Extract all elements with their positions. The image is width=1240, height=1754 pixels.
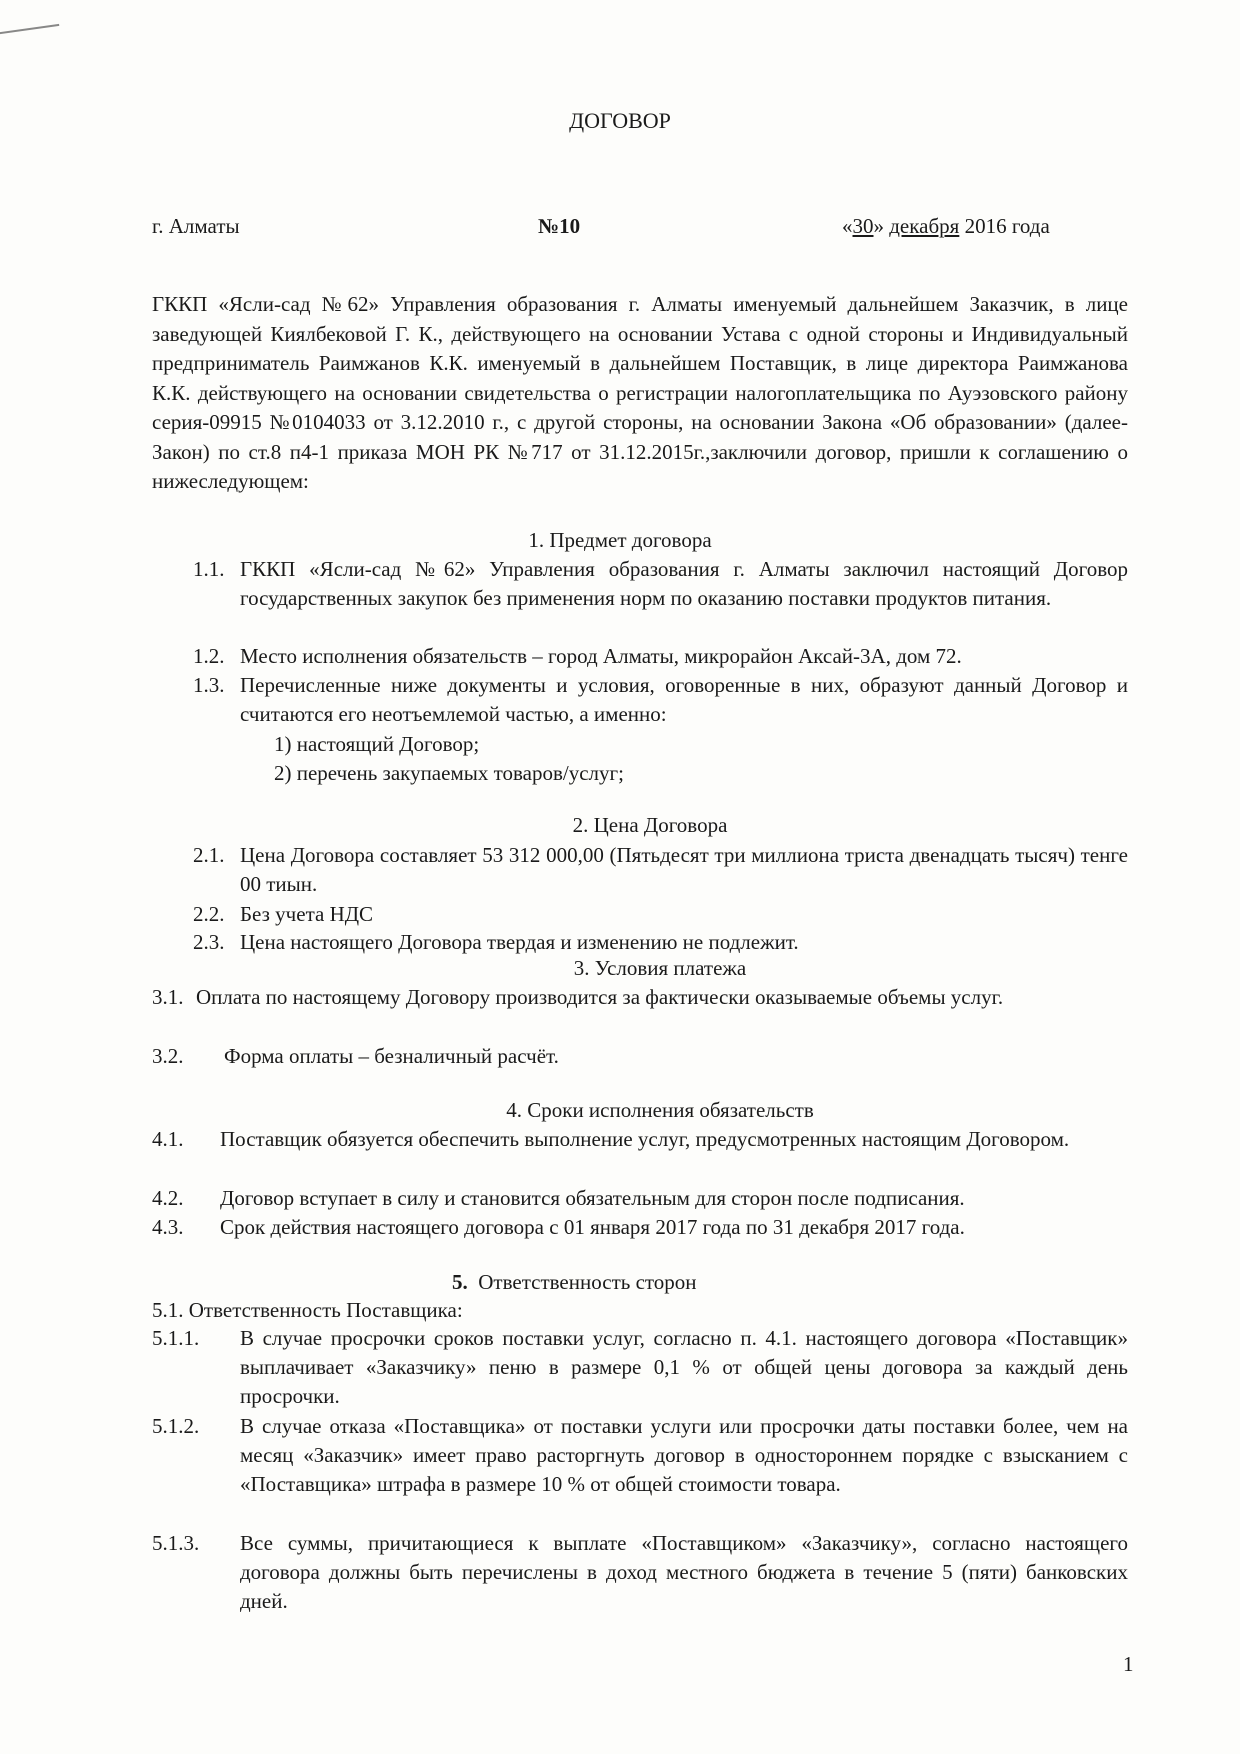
- document-title: ДОГОВОР: [569, 108, 671, 133]
- clause-2-1-number: 2.1.: [193, 843, 225, 867]
- clause-3-1: Оплата по настоящему Договору производится за фактически оказываемые объемы услуг.: [196, 985, 1004, 1009]
- clause-4-1-number: 4.1.: [152, 1127, 184, 1151]
- clause-1-3-number: 1.3.: [193, 673, 225, 697]
- clause-1-2: Место исполнения обязательств – город Алматы, микрорайон Аксай-3А, дом 72.: [240, 644, 962, 668]
- clause-1-3-item-1: 1) настоящий Договор;: [274, 732, 480, 756]
- section-2-title: 2. Цена Договора: [572, 813, 728, 837]
- clause-3-1-number: 3.1.: [152, 985, 184, 1009]
- page-number: 1: [1123, 1652, 1134, 1676]
- section-5-title: 5. Ответственность сторон: [452, 1270, 697, 1294]
- clause-5-1-3: Все суммы, причитающиеся к выплате «Поставщиком» «Заказчику», согласно настоящего договора должны быть перечислены в доход местного бюджета в течение 5 (пяти) банковских дней.: [240, 1531, 1128, 1613]
- clause-2-1: Цена Договора составляет 53 312 000,00 (Пятьдесят три миллиона триста двенадцать тысяч) тенге 00 тиын.: [240, 843, 1128, 896]
- city: г. Алматы: [152, 214, 240, 238]
- clause-1-1-number: 1.1.: [193, 557, 225, 581]
- clause-2-2-number: 2.2.: [193, 902, 225, 926]
- clause-2-3-number: 2.3.: [193, 930, 225, 954]
- clause-4-1: Поставщик обязуется обеспечить выполнение услуг, предусмотренных настоящим Договором.: [220, 1127, 1070, 1151]
- clause-3-2-number: 3.2.: [152, 1044, 184, 1068]
- clause-5-1-3-number: 5.1.3.: [152, 1531, 200, 1555]
- section-1-title: 1. Предмет договора: [528, 528, 712, 552]
- clause-4-3: Срок действия настоящего договора с 01 января 2017 года по 31 декабря 2017 года.: [220, 1215, 965, 1239]
- clause-5-1-1-number: 5.1.1.: [152, 1326, 200, 1350]
- preamble: ГККП «Ясли-сад №62» Управления образования г. Алматы именуемый дальнейшем Заказчик, в лице заведующей Киялбековой Г. К., действующего на основании Устава с одной стороны и Индивидуальный предприниматель Раимжанов К.К. именуемый в дальнейшем Поставщик, в лице директора Раимжанова К.К. действующего на основании свидетельства о регистрации налогоплательщика по Ауэзовского району серия-09915 №0104033 от 3.12.2010 г., с другой стороны, на основании Закона «Об образовании» (далее-Закон) по ст.8 п4-1 приказа МОН РК №717 от 31.12.2015г.,заключили договор, пришли к соглашению о нижеследующем:: [152, 292, 1128, 493]
- clause-4-2-number: 4.2.: [152, 1186, 184, 1210]
- section-4-title: 4. Сроки исполнения обязательств: [506, 1098, 814, 1122]
- clause-5-1-1: В случае просрочки сроков поставки услуг, согласно п. 4.1. настоящего договора «Поставщик» выплачивает «Заказчику» пеню в размере 0,1 % от общей цены договора за каждый день просрочки.: [240, 1326, 1128, 1408]
- clause-2-2: Без учета НДС: [240, 902, 374, 926]
- clause-1-1: ГККП «Ясли-сад №62» Управления образования г. Алматы заключил настоящий Договор государственных закупок без применения норм по оказанию поставки продуктов питания.: [240, 557, 1128, 610]
- clause-1-3: Перечисленные ниже документы и условия, оговоренные в них, образуют данный Договор и считаются его неотъемлемой частью, а именно:: [240, 673, 1128, 726]
- clause-4-3-number: 4.3.: [152, 1215, 184, 1239]
- clause-5-1-2-number: 5.1.2.: [152, 1414, 200, 1438]
- clause-1-3-item-2: 2) перечень закупаемых товаров/услуг;: [274, 761, 624, 785]
- clause-5-1-2: В случае отказа «Поставщика» от поставки услуги или просрочки даты поставки более, чем на месяц «Заказчик» имеет право расторгнуть договор в одностороннем порядке с взысканием с «Поставщика» штрафа в размере 10 % от общей стоимости товара.: [240, 1414, 1128, 1496]
- clause-3-2: Форма оплаты – безналичный расчёт.: [224, 1044, 559, 1068]
- clause-4-2: Договор вступает в силу и становится обязательным для сторон после подписания.: [220, 1186, 965, 1210]
- clause-1-2-number: 1.2.: [193, 644, 225, 668]
- contract-number: №10: [538, 214, 581, 238]
- clause-2-3: Цена настоящего Договора твердая и изменению не подлежит.: [240, 930, 799, 954]
- section-3-title: 3. Условия платежа: [573, 956, 747, 980]
- contract-date: «30» декабря 2016 года: [842, 214, 1050, 238]
- scan-corner-mark: [0, 24, 60, 42]
- clause-5-1: 5.1. Ответственность Поставщика:: [152, 1298, 463, 1322]
